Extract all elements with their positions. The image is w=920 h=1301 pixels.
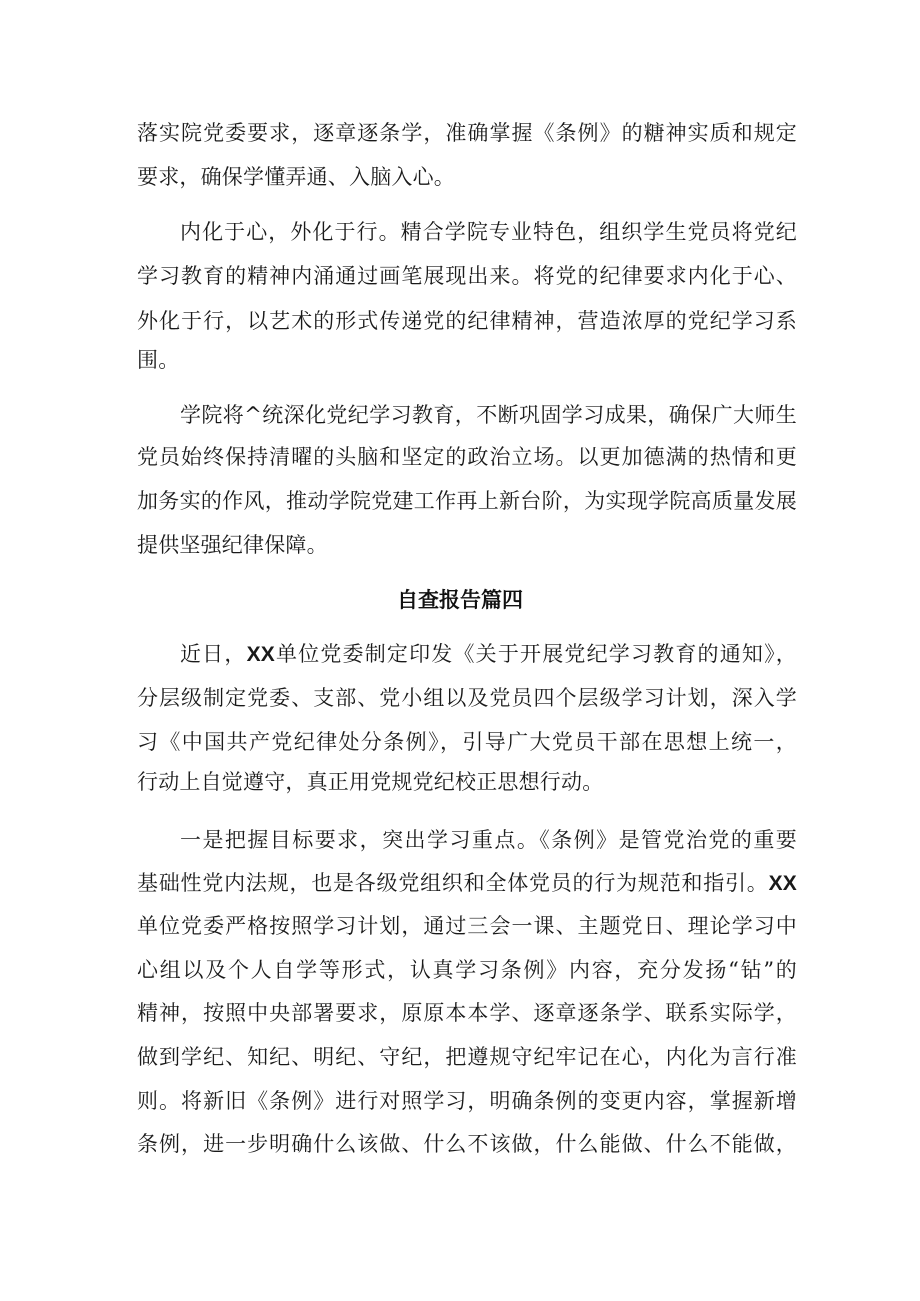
text-line: 围。 <box>137 348 180 372</box>
text-line: 内化于心，外化于行。精合学院专业特色，组织学生党员将党纪 <box>180 220 797 244</box>
text-line: 学院将^统深化党纪学习教育，不断巩固学习成果，确保广大师生 <box>180 403 797 427</box>
text-line <box>137 869 797 898</box>
section-heading: 自查报告篇四 <box>397 587 523 612</box>
text-line: 行动上自觉遵守，真正用党规党纪校正思想行动。 <box>137 770 604 794</box>
text-line: 则。将新旧《条例》进行对照学习，明确条例的变更内容，掌握新增 <box>137 1089 797 1113</box>
text-line: 条例，进一步明确什么该做、什么不该做，什么能做、什么不能做， <box>137 1132 797 1156</box>
text-line: 做到学纪、知纪、明纪、守纪，把遵规守纪牢记在心，内化为言行准 <box>137 1045 797 1069</box>
text-line: 习《中国共产党纪律处分条例》，引导广大党员干部在思想上统一， <box>137 730 797 754</box>
text-line: 精神，按照中央部署要求，原原本本学、逐章逐条学、联系实际学， <box>137 1001 797 1025</box>
text-line: 落实院党委要求，逐章逐条学，准确掌握《条例》的糖神实质和规定 <box>137 121 797 145</box>
text-line: 党员始终保持清曜的头脑和坚定的政治立场。以更加德满的热情和更 <box>137 445 797 469</box>
xx-placeholder: XX <box>768 872 797 895</box>
text-line: 加务实的作风，推动学院党建工作再上新台阶，为实现学院高质量发展 <box>137 489 797 513</box>
text-line: 提供坚强纪律保障。 <box>137 533 328 557</box>
xx-placeholder: XX <box>246 643 275 666</box>
text-line: 要求，确保学懂弄通、入脑入心。 <box>137 165 455 189</box>
text-span: 近日， <box>180 642 247 666</box>
text-span: 基础性党内法规，也是各级党组织和全体党员的行为规范和指引。 <box>137 871 769 895</box>
text-line: 学习教育的精神内涌通过画笔展现出来。将党的纪律要求内化于心、 <box>137 264 797 288</box>
text-line: 一是把握目标要求，突出学习重点。《条例》是管党治党的重要 <box>180 828 797 852</box>
text-line: 单位党委严格按照学习计划，通过三会一课、主题党日、理论学习中 <box>137 914 797 938</box>
text-line: 外化于行，以艺术的形式传递党的纪律精神，营造浓厚的党纪学习系 <box>137 309 797 333</box>
text-line: 分层级制定党委、支部、党小组以及党员四个层级学习计划，深入学 <box>137 686 797 710</box>
text-line: 心组以及个人自学等形式，认真学习条例》内容，充分发扬“钻”的 <box>137 958 797 982</box>
text-span: 单位党委制定印发《关于开展党纪学习教育的通知》， <box>274 642 797 666</box>
text-line <box>180 640 797 669</box>
